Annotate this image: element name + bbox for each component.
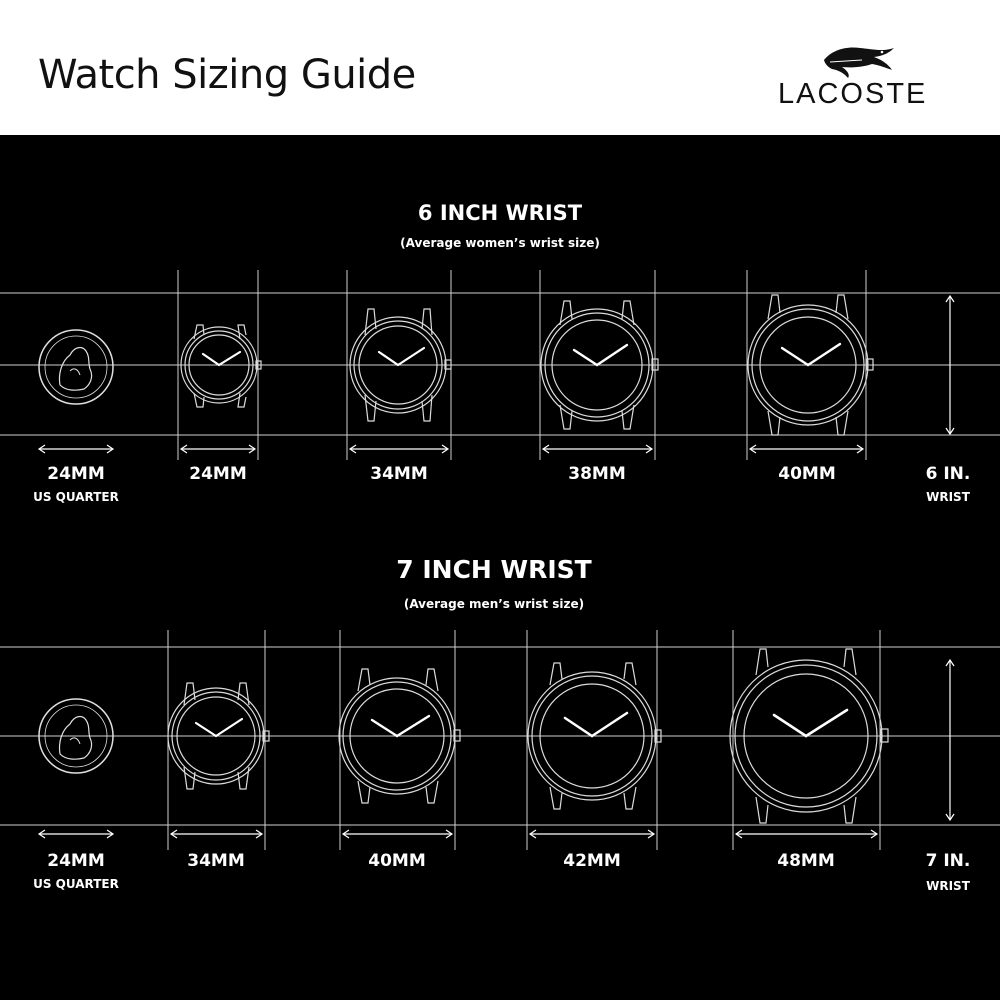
wrist-height-arrow — [946, 660, 954, 820]
size-label: 24MM — [47, 464, 105, 484]
wrist-label: 6 IN. — [925, 464, 971, 484]
section-subtitle: (Average men’s wrist size) — [403, 597, 585, 611]
sizing-guide — [0, 135, 1000, 1000]
watch-hands — [379, 348, 424, 365]
size-label: 24MM — [189, 464, 247, 484]
dimension-arrows — [39, 830, 877, 838]
guide-lines — [0, 630, 1000, 850]
size-label: 34MM — [370, 464, 428, 484]
size-label: 38MM — [568, 464, 626, 484]
section-subtitle: (Average women’s wrist size) — [400, 236, 600, 250]
watch-hands — [565, 713, 627, 736]
size-label: 40MM — [778, 464, 836, 484]
guide-lines — [0, 270, 1000, 460]
watch-hands — [372, 716, 429, 736]
crocodile-logo-icon — [822, 40, 897, 80]
brand-name: LACOSTE — [778, 78, 928, 110]
section-title: 7 INCH WRIST — [396, 555, 592, 584]
size-sublabel: US QUARTER — [33, 877, 119, 891]
size-label: 42MM — [563, 851, 621, 871]
us-quarter-coin — [39, 330, 113, 404]
wrist-label: 7 IN. — [925, 851, 971, 871]
section-7-inch — [0, 555, 1000, 893]
size-label: 40MM — [368, 851, 426, 871]
watch-hands — [203, 352, 240, 365]
watch-24mm — [181, 325, 261, 407]
section-6-inch — [0, 201, 1000, 504]
size-label: 48MM — [777, 851, 835, 871]
watch-hands — [774, 710, 847, 736]
watch-hands — [196, 719, 242, 736]
size-sublabel: US QUARTER — [33, 490, 119, 504]
watch-hands — [574, 345, 627, 365]
size-label: 34MM — [187, 851, 245, 871]
size-label: 24MM — [47, 851, 105, 871]
watch-hands — [782, 344, 840, 365]
wrist-sublabel: WRIST — [926, 879, 970, 893]
section-title: 6 INCH WRIST — [417, 201, 583, 225]
header — [0, 0, 1000, 135]
wrist-sublabel: WRIST — [926, 490, 970, 504]
page-title: Watch Sizing Guide — [38, 52, 416, 98]
